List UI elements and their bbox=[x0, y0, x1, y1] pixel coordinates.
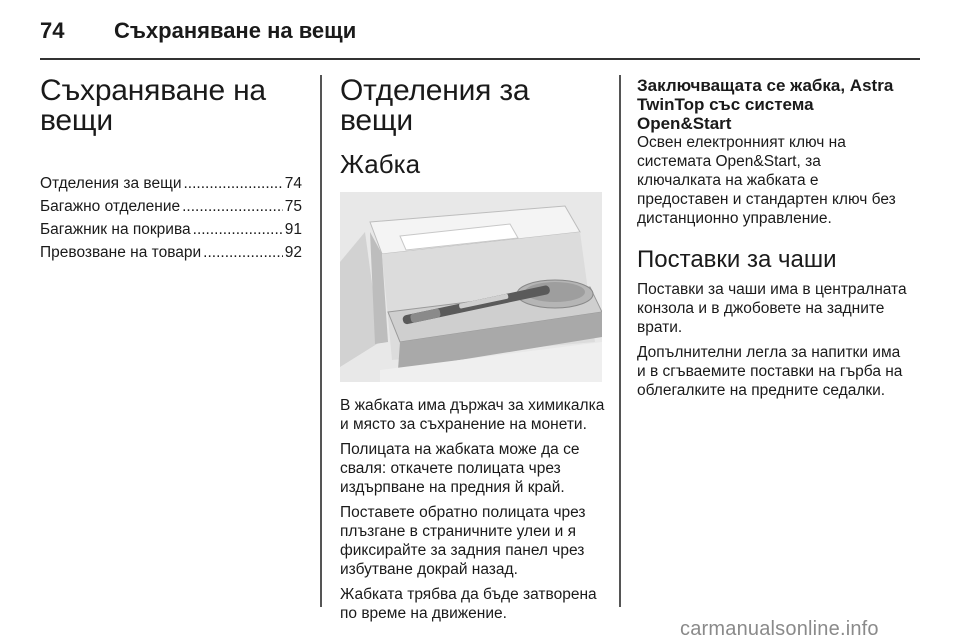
glovebox-heading: Жабка bbox=[340, 149, 421, 179]
toc-leader bbox=[203, 241, 283, 264]
cupholders-heading: Поставки за чаши bbox=[637, 246, 837, 273]
toc-leader bbox=[184, 172, 283, 195]
lockable-glovebox-text bbox=[637, 133, 907, 228]
page-number: 74 bbox=[40, 18, 65, 43]
header-rule bbox=[40, 58, 920, 60]
running-title: Съхраняване на вещи bbox=[114, 18, 357, 43]
column-divider-2 bbox=[619, 75, 621, 607]
body-paragraph: Жабката трябва да бъде затворена по време на движение. bbox=[340, 586, 597, 622]
body-paragraph: Поставете обратно полицата чрез плъзгане в страничните улеи и я фиксирайте за задния панел чрез избутване докрай назад. bbox=[340, 504, 586, 578]
lock-and-cup-column bbox=[637, 76, 907, 406]
toc-entry[interactable] bbox=[40, 195, 302, 218]
toc-entry[interactable] bbox=[40, 172, 302, 195]
toc-entry-title: Багажно отделение bbox=[40, 198, 181, 215]
body-paragraph: В жабката има държач за химикалка и място за съхранение на монети. bbox=[340, 397, 605, 433]
toc-entry-title: Багажник на покрива bbox=[40, 221, 191, 238]
toc-entry-page: 74 bbox=[284, 175, 302, 192]
glovebox-text bbox=[340, 396, 605, 623]
toc-entry-page: 92 bbox=[284, 244, 302, 261]
watermark: carmanualsonline.info bbox=[680, 618, 879, 640]
chapter-column bbox=[40, 76, 302, 264]
body-paragraph: Полицата на жабката може да се сваля: откачете полицата чрез издърпване на предния й край. bbox=[340, 441, 580, 496]
chapter-heading: Съхраняване на вещи bbox=[40, 74, 266, 137]
storage-column bbox=[340, 76, 605, 629]
body-paragraph: Освен електронният ключ на системата Open&Start, за ключалката на жабката е предоставен и стандартен ключ без дистанционно управление. bbox=[637, 134, 896, 227]
toc-entry-title: Отделения за вещи bbox=[40, 175, 182, 192]
body-paragraph: Поставки за чаши има в централната конзола и в джобовете на задните врати. bbox=[637, 281, 907, 336]
page-header bbox=[40, 18, 920, 58]
toc-entry-page: 75 bbox=[284, 198, 302, 215]
toc-entry-title: Превозване на товари bbox=[40, 244, 202, 261]
toc-entry[interactable] bbox=[40, 241, 302, 264]
section-heading: Отделения за вещи bbox=[340, 74, 530, 137]
body-paragraph: Допълнителни легла за напитки има и в сгъваемите поставки на гърба на облегалките на предните седалки. bbox=[637, 344, 903, 399]
lockable-glovebox-heading: Заключващата се жабка, Astra TwinTop със система Open&Start bbox=[637, 76, 894, 133]
toc-entry[interactable] bbox=[40, 218, 302, 241]
toc-leader bbox=[193, 218, 283, 241]
toc-entry-page: 91 bbox=[284, 221, 302, 238]
table-of-contents bbox=[40, 172, 302, 264]
toc-leader bbox=[182, 195, 283, 218]
column-divider-1 bbox=[320, 75, 322, 607]
glovebox-photo bbox=[340, 192, 602, 382]
cupholders-text bbox=[637, 280, 907, 400]
